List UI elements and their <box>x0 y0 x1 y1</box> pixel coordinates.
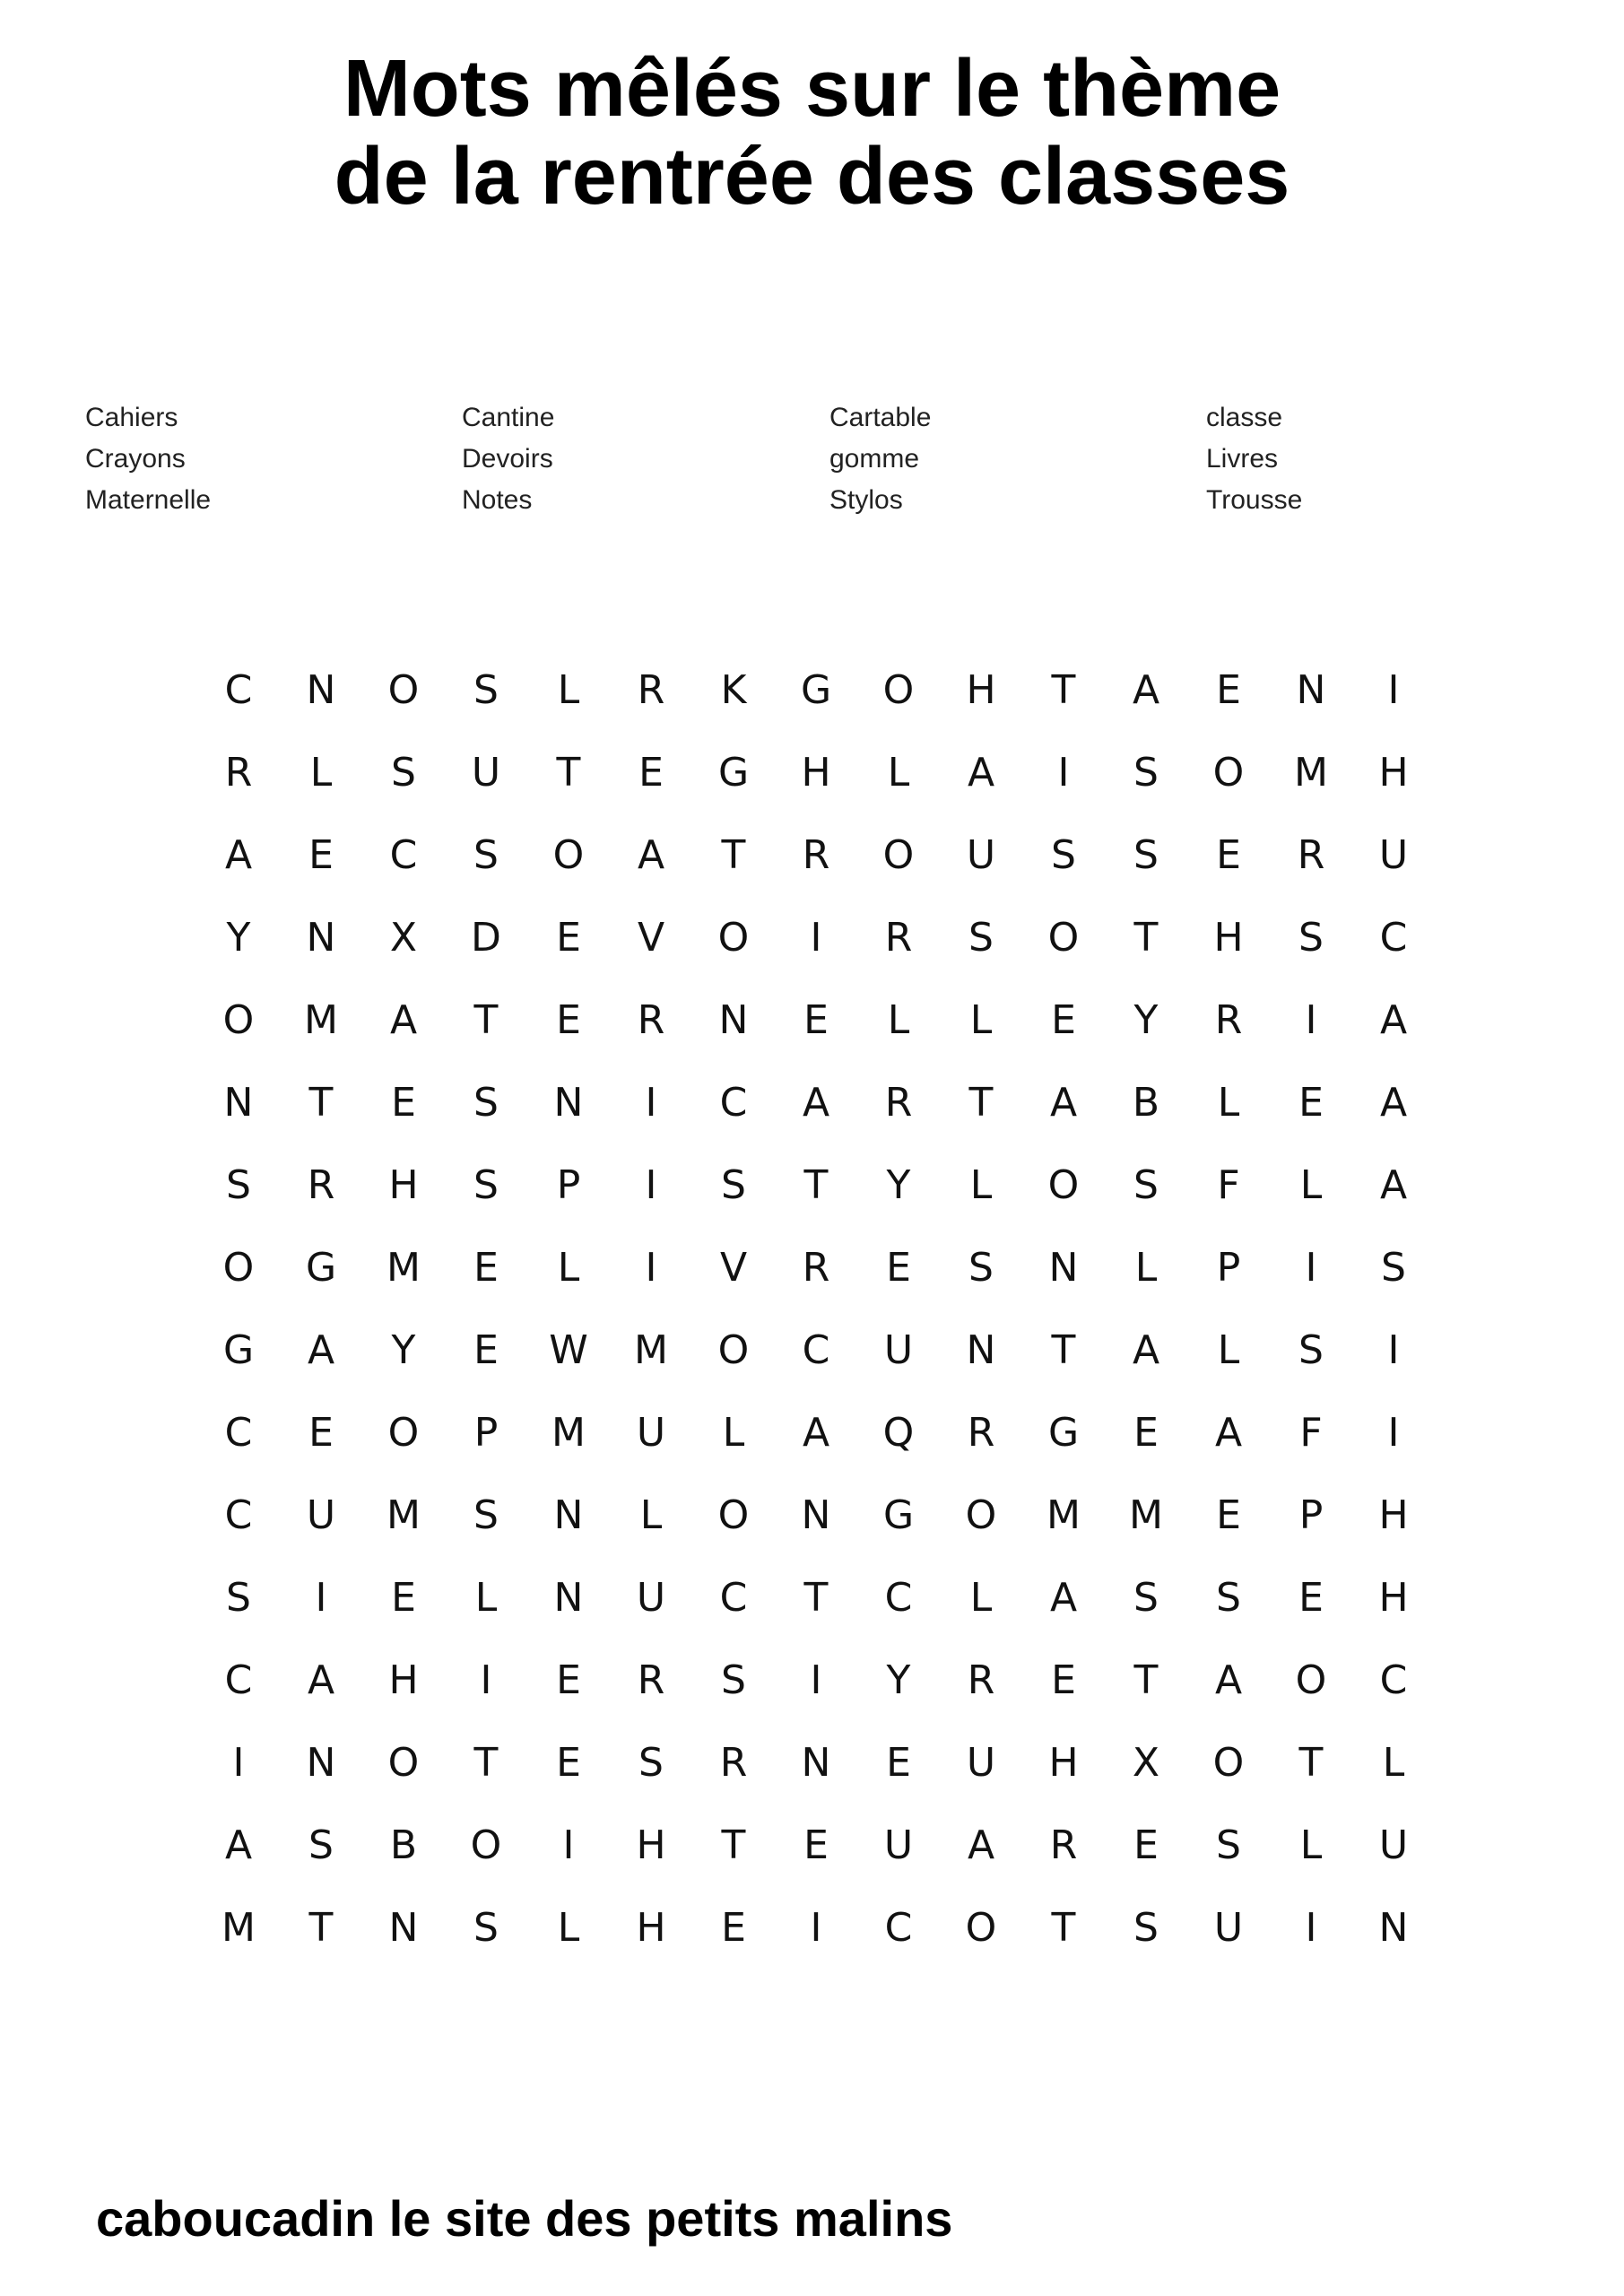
grid-cell: O <box>552 832 585 878</box>
grid-cell: N <box>553 1575 584 1621</box>
grid-cell: O <box>222 1245 255 1291</box>
grid-cell: B <box>1132 1080 1160 1126</box>
grid-cell: T <box>1051 1905 1076 1951</box>
grid-cell: R <box>1049 1822 1078 1868</box>
grid-cell: S <box>1133 1575 1159 1621</box>
grid-cell: O <box>387 667 420 713</box>
word-list-item: Livres <box>1206 444 1279 474</box>
grid-cell: C <box>389 832 418 878</box>
grid-cell: C <box>1379 915 1408 961</box>
grid-cell: U <box>883 1822 914 1868</box>
grid-cell: C <box>884 1905 913 1951</box>
grid-cell: F <box>1299 1410 1323 1456</box>
grid-cell: I <box>1305 997 1317 1043</box>
grid-cell: F <box>1217 1162 1240 1208</box>
grid-cell: L <box>309 750 333 796</box>
grid-cell: E <box>473 1245 499 1291</box>
grid-cell: H <box>966 667 996 713</box>
grid-cell: I <box>480 1657 492 1703</box>
grid-cell: C <box>224 1492 253 1538</box>
grid-cell: R <box>637 997 665 1043</box>
grid-cell: V <box>719 1245 748 1291</box>
grid-cell: A <box>1214 1410 1243 1456</box>
grid-cell: C <box>224 1657 253 1703</box>
grid-cell: U <box>636 1410 666 1456</box>
grid-row <box>197 1474 1435 1557</box>
grid-cell: I <box>645 1245 657 1291</box>
grid-cell: I <box>810 1657 822 1703</box>
grid-cell: N <box>553 1492 584 1538</box>
grid-cell: E <box>1216 832 1241 878</box>
grid-row <box>197 732 1435 814</box>
grid-cell: S <box>473 1080 499 1126</box>
grid-cell: I <box>562 1822 575 1868</box>
grid-cell: U <box>966 832 996 878</box>
grid-cell: T <box>308 1080 334 1126</box>
word-list-item: Stylos <box>829 485 903 515</box>
grid-cell: E <box>556 997 581 1043</box>
grid-cell: I <box>810 1905 822 1951</box>
grid-cell: E <box>721 1905 746 1951</box>
grid-cell: M <box>304 997 338 1043</box>
grid-cell: U <box>471 750 501 796</box>
grid-cell: C <box>719 1575 748 1621</box>
grid-cell: I <box>645 1080 657 1126</box>
grid-cell: A <box>389 997 418 1043</box>
grid-cell: N <box>306 1740 336 1786</box>
grid-cell: G <box>882 1492 915 1538</box>
grid-cell: A <box>1049 1575 1078 1621</box>
word-list-item: Crayons <box>85 444 186 474</box>
grid-cell: T <box>1051 1327 1076 1373</box>
word-list-item: Cantine <box>462 403 555 432</box>
grid-cell: R <box>802 832 830 878</box>
grid-cell: N <box>1378 1905 1409 1951</box>
grid-cell: I <box>1057 750 1070 796</box>
grid-cell: U <box>883 1327 914 1373</box>
grid-cell: T <box>473 997 499 1043</box>
grid-cell: T <box>308 1905 334 1951</box>
grid-cell: S <box>968 915 994 961</box>
grid-cell: B <box>389 1822 418 1868</box>
grid-cell: M <box>1046 1492 1081 1538</box>
grid-cell: T <box>721 1822 746 1868</box>
grid-row <box>197 1062 1435 1144</box>
grid-cell: S <box>638 1740 664 1786</box>
grid-row <box>197 1557 1435 1639</box>
grid-cell: S <box>1133 1905 1159 1951</box>
grid-cell: O <box>387 1410 420 1456</box>
grid-cell: O <box>965 1905 997 1951</box>
grid-cell: E <box>1298 1080 1324 1126</box>
word-list <box>85 397 1556 532</box>
grid-cell: L <box>1134 1245 1158 1291</box>
grid-cell: E <box>391 1575 416 1621</box>
grid-cell: A <box>967 750 995 796</box>
grid-cell: T <box>1298 1740 1324 1786</box>
grid-cell: W <box>549 1327 588 1373</box>
grid-cell: U <box>306 1492 336 1538</box>
grid-cell: H <box>636 1905 666 1951</box>
grid-cell: O <box>1047 915 1080 961</box>
grid-row <box>197 649 1435 732</box>
grid-cell: I <box>1387 667 1400 713</box>
grid-cell: R <box>884 915 913 961</box>
grid-cell: T <box>803 1575 829 1621</box>
grid-cell: I <box>1387 1410 1400 1456</box>
grid-cell: S <box>1381 1245 1406 1291</box>
grid-cell: S <box>1133 832 1159 878</box>
grid-cell: S <box>226 1162 251 1208</box>
grid-cell: N <box>966 1327 996 1373</box>
word-list-item: classe <box>1206 403 1283 432</box>
grid-cell: S <box>1133 1162 1159 1208</box>
grid-cell: O <box>717 915 750 961</box>
grid-cell: K <box>720 667 747 713</box>
grid-cell: L <box>557 1905 580 1951</box>
word-list-item: Notes <box>462 485 533 515</box>
grid-cell: I <box>315 1575 327 1621</box>
grid-cell: A <box>307 1327 335 1373</box>
title-line-2: de la rentrée des classes <box>334 132 1290 222</box>
grid-cell: U <box>1378 1822 1409 1868</box>
grid-row <box>197 1392 1435 1474</box>
grid-cell: L <box>1382 1740 1405 1786</box>
grid-cell: O <box>882 667 915 713</box>
grid-cell: D <box>471 915 501 961</box>
grid-cell: A <box>1379 997 1408 1043</box>
grid-cell: S <box>1051 832 1076 878</box>
grid-cell: L <box>1299 1822 1323 1868</box>
grid-cell: P <box>556 1162 581 1208</box>
grid-cell: T <box>1051 667 1076 713</box>
grid-cell: H <box>1378 1575 1409 1621</box>
grid-cell: E <box>556 1657 581 1703</box>
grid-cell: S <box>226 1575 251 1621</box>
grid-cell: S <box>473 1905 499 1951</box>
grid-cell: M <box>551 1410 586 1456</box>
grid-cell: A <box>307 1657 335 1703</box>
grid-cell: G <box>1047 1410 1080 1456</box>
grid-cell: S <box>473 832 499 878</box>
grid-row <box>197 1722 1435 1805</box>
grid-cell: R <box>637 667 665 713</box>
grid-cell: O <box>387 1740 420 1786</box>
grid-cell: I <box>1387 1327 1400 1373</box>
grid-cell: H <box>1378 750 1409 796</box>
grid-cell: L <box>1299 1162 1323 1208</box>
grid-cell: R <box>884 1080 913 1126</box>
grid-cell: M <box>1294 750 1328 796</box>
word-list-item: Maternelle <box>85 485 212 515</box>
word-list-item: Cartable <box>829 403 932 432</box>
grid-row <box>197 1309 1435 1392</box>
grid-cell: M <box>386 1492 421 1538</box>
grid-cell: P <box>473 1410 499 1456</box>
grid-cell: M <box>221 1905 256 1951</box>
grid-row <box>197 1227 1435 1309</box>
grid-cell: S <box>721 1162 746 1208</box>
grid-cell: O <box>717 1327 750 1373</box>
grid-cell: C <box>802 1327 830 1373</box>
grid-cell: U <box>966 1740 996 1786</box>
grid-cell: L <box>887 997 910 1043</box>
grid-cell: L <box>969 1575 993 1621</box>
grid-cell: H <box>388 1657 419 1703</box>
grid-cell: E <box>1216 667 1241 713</box>
grid-cell: G <box>305 1245 337 1291</box>
grid-cell: G <box>222 1327 255 1373</box>
grid-cell: A <box>802 1410 830 1456</box>
grid-cell: R <box>719 1740 748 1786</box>
grid-cell: C <box>719 1080 748 1126</box>
grid-cell: O <box>965 1492 997 1538</box>
grid-cell: A <box>802 1080 830 1126</box>
grid-cell: S <box>721 1657 746 1703</box>
grid-row <box>197 897 1435 979</box>
grid-cell: Y <box>886 1162 911 1208</box>
grid-cell: S <box>1298 1327 1324 1373</box>
grid-cell: O <box>470 1822 502 1868</box>
grid-cell: O <box>1047 1162 1080 1208</box>
grid-cell: R <box>1297 832 1325 878</box>
grid-cell: L <box>887 750 910 796</box>
grid-cell: R <box>224 750 253 796</box>
grid-cell: N <box>306 915 336 961</box>
word-list-item: Cahiers <box>85 403 178 432</box>
grid-cell: E <box>1133 1410 1159 1456</box>
grid-cell: E <box>391 1080 416 1126</box>
grid-cell: A <box>967 1822 995 1868</box>
grid-row <box>197 1887 1435 1970</box>
grid-cell: T <box>968 1080 994 1126</box>
grid-cell: A <box>1132 1327 1160 1373</box>
grid-cell: S <box>473 1492 499 1538</box>
grid-cell: E <box>1216 1492 1241 1538</box>
grid-cell: N <box>223 1080 254 1126</box>
grid-row <box>197 979 1435 1062</box>
grid-cell: M <box>386 1245 421 1291</box>
grid-cell: N <box>306 667 336 713</box>
grid-cell: U <box>636 1575 666 1621</box>
grid-cell: I <box>1305 1905 1317 1951</box>
grid-cell: S <box>1216 1822 1241 1868</box>
grid-cell: L <box>1217 1080 1240 1126</box>
grid-cell: A <box>1379 1162 1408 1208</box>
grid-cell: O <box>1212 1740 1245 1786</box>
grid-cell: T <box>1133 915 1159 961</box>
word-list-item: Trousse <box>1206 485 1303 515</box>
grid-cell: T <box>721 832 746 878</box>
grid-cell: T <box>803 1162 829 1208</box>
grid-cell: Y <box>1133 997 1159 1043</box>
grid-cell: T <box>473 1740 499 1786</box>
grid-row <box>197 1639 1435 1722</box>
grid-cell: H <box>1378 1492 1409 1538</box>
grid-cell: E <box>1051 997 1076 1043</box>
grid-cell: N <box>1048 1245 1079 1291</box>
grid-cell: U <box>1213 1905 1244 1951</box>
grid-cell: O <box>1212 750 1245 796</box>
grid-cell: H <box>1048 1740 1079 1786</box>
grid-cell: L <box>557 1245 580 1291</box>
grid-cell: E <box>638 750 664 796</box>
grid-cell: A <box>224 832 253 878</box>
grid-cell: S <box>1298 915 1324 961</box>
word-list-column <box>829 397 931 521</box>
grid-cell: C <box>1379 1657 1408 1703</box>
grid-cell: S <box>1133 750 1159 796</box>
grid-row <box>197 1144 1435 1227</box>
grid-cell: E <box>556 1740 581 1786</box>
grid-cell: S <box>391 750 416 796</box>
grid-cell: L <box>969 1162 993 1208</box>
grid-cell: A <box>224 1822 253 1868</box>
grid-cell: S <box>473 1162 499 1208</box>
grid-cell: O <box>1295 1657 1327 1703</box>
grid-cell: S <box>473 667 499 713</box>
grid-cell: I <box>645 1162 657 1208</box>
grid-cell: E <box>1133 1822 1159 1868</box>
grid-cell: G <box>800 667 832 713</box>
grid-cell: V <box>637 915 665 961</box>
grid-cell: T <box>556 750 581 796</box>
grid-cell: N <box>388 1905 419 1951</box>
grid-cell: C <box>224 1410 253 1456</box>
grid-cell: A <box>1049 1080 1078 1126</box>
grid-cell: A <box>637 832 665 878</box>
grid-cell: Y <box>226 915 251 961</box>
grid-cell: P <box>1216 1245 1241 1291</box>
word-list-item: gomme <box>829 444 920 474</box>
grid-cell: A <box>1214 1657 1243 1703</box>
grid-cell: A <box>1379 1080 1408 1126</box>
grid-cell: R <box>967 1410 995 1456</box>
grid-cell: E <box>803 997 829 1043</box>
grid-cell: R <box>637 1657 665 1703</box>
grid-cell: N <box>1296 667 1326 713</box>
grid-cell: U <box>1378 832 1409 878</box>
grid-cell: T <box>1133 1657 1159 1703</box>
grid-cell: O <box>222 997 255 1043</box>
grid-cell: C <box>224 667 253 713</box>
word-list-column <box>462 397 554 521</box>
grid-cell: O <box>882 832 915 878</box>
grid-cell: I <box>232 1740 245 1786</box>
grid-cell: E <box>308 1410 334 1456</box>
grid-cell: H <box>801 750 831 796</box>
grid-cell: H <box>388 1162 419 1208</box>
word-list-item: Devoirs <box>462 444 553 474</box>
letter-grid <box>197 649 1435 1970</box>
grid-cell: H <box>636 1822 666 1868</box>
grid-cell: L <box>969 997 993 1043</box>
grid-cell: G <box>717 750 750 796</box>
grid-cell: R <box>1214 997 1243 1043</box>
grid-cell: N <box>553 1080 584 1126</box>
grid-cell: Y <box>886 1657 911 1703</box>
grid-cell: M <box>1129 1492 1163 1538</box>
grid-cell: Y <box>391 1327 416 1373</box>
grid-cell: P <box>1298 1492 1324 1538</box>
grid-cell: R <box>967 1657 995 1703</box>
title-line-1: Mots mêlés sur le thème <box>343 44 1281 134</box>
grid-cell: A <box>1132 667 1160 713</box>
grid-cell: X <box>1132 1740 1160 1786</box>
grid-row <box>197 1805 1435 1887</box>
grid-cell: E <box>886 1245 911 1291</box>
grid-cell: S <box>968 1245 994 1291</box>
word-list-column <box>1206 397 1302 521</box>
grid-cell: E <box>473 1327 499 1373</box>
grid-cell: X <box>389 915 418 961</box>
grid-cell: N <box>801 1740 831 1786</box>
grid-cell: C <box>884 1575 913 1621</box>
grid-cell: H <box>1213 915 1244 961</box>
grid-cell: E <box>1298 1575 1324 1621</box>
grid-cell: I <box>1305 1245 1317 1291</box>
grid-cell: E <box>556 915 581 961</box>
grid-cell: S <box>1216 1575 1241 1621</box>
grid-cell: O <box>717 1492 750 1538</box>
grid-cell: R <box>307 1162 335 1208</box>
grid-cell: M <box>634 1327 668 1373</box>
grid-cell: N <box>801 1492 831 1538</box>
page-title <box>0 45 1624 221</box>
grid-cell: L <box>722 1410 745 1456</box>
grid-cell: R <box>802 1245 830 1291</box>
grid-cell: L <box>1217 1327 1240 1373</box>
grid-cell: E <box>803 1822 829 1868</box>
grid-cell: Q <box>882 1410 915 1456</box>
grid-cell: E <box>886 1740 911 1786</box>
grid-cell: L <box>557 667 580 713</box>
word-list-column <box>85 397 211 521</box>
grid-cell: N <box>718 997 749 1043</box>
grid-cell: E <box>308 832 334 878</box>
grid-cell: S <box>308 1822 334 1868</box>
footer-credit: caboucadin le site des petits malins <box>96 2190 953 2247</box>
grid-cell: E <box>1051 1657 1076 1703</box>
grid-cell: I <box>810 915 822 961</box>
grid-cell: L <box>639 1492 663 1538</box>
grid-cell: L <box>474 1575 498 1621</box>
grid-row <box>197 814 1435 897</box>
